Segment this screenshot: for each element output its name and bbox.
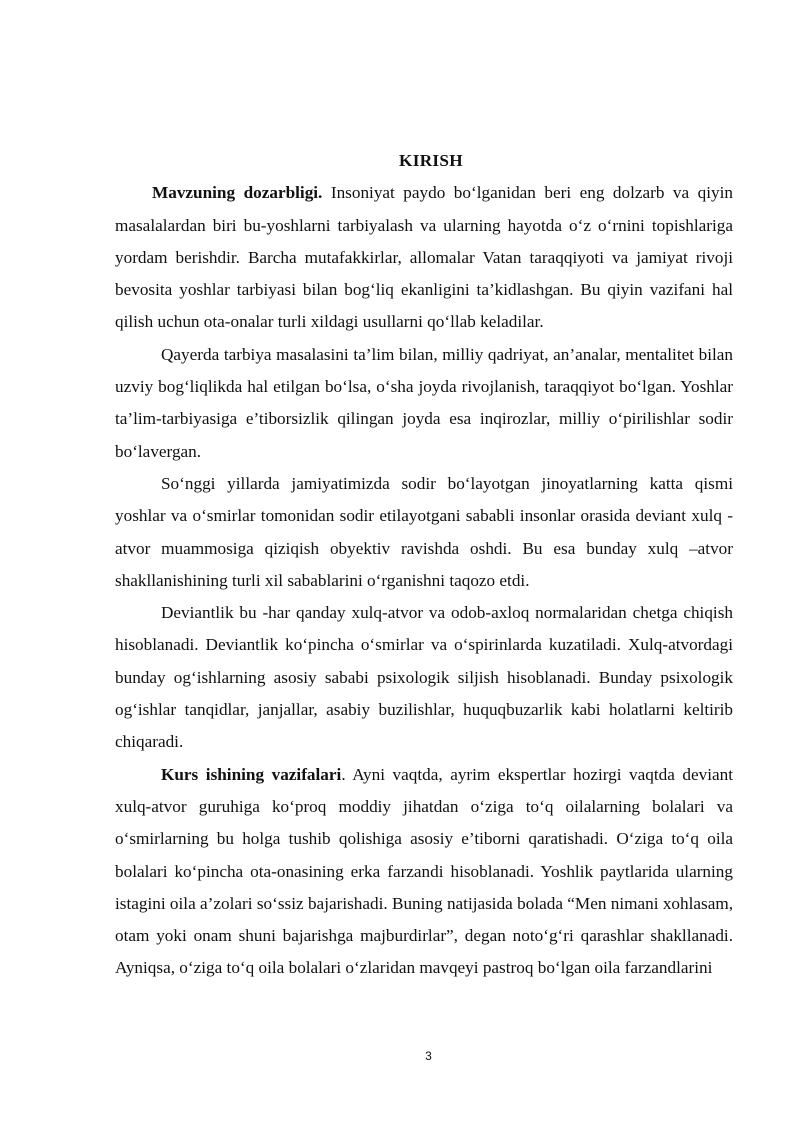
paragraph-text: Insoniyat paydo bo‘lganidan beri eng dolzarb va qiyin masalalardan biri bu-yoshlarni tarbiyalash va ularning hayotda o‘z o‘rnini topishlariga yordam berishdir. Barcha mutafakkirlar, allomalar Vatan taraqqiyoti va jamiyat rivoji bevosita yoshlar tarbiyasi bilan bog‘liq ekanligini ta’kidlashgan. Bu qiyin vazifani hal qilish uchun ota-onalar turli xildagi usullarni qo‘llab keladilar. — [115, 183, 733, 332]
section-title: KIRISH — [399, 151, 463, 170]
paragraph-crime — [115, 468, 733, 597]
paragraph-text: So‘nggi yillarda jamiyatimizda sodir bo‘layotgan jinoyatlarning katta qismi yoshlar va o‘smirlar tomonidan sodir etilayotgani sababli insonlar orasida deviant xulq - atvor muammosiga qiziqish obyektiv ravishda oshdi. Bu esa bunday xulq –atvor shakllanishining turli xil sabablarini o‘rganishni taqozo etdi. — [115, 473, 733, 590]
paragraph-deviance — [115, 597, 733, 758]
paragraph-relevance — [115, 177, 733, 338]
document-body — [115, 145, 733, 985]
paragraph-upbringing — [115, 339, 733, 468]
paragraph-text: . Ayni vaqtda, ayrim ekspertlar hozirgi vaqtda deviant xulq-atvor guruhiga ko‘proq moddiy jihatdan o‘ziga to‘q oilalarning bolalari va o‘smirlarning bu holga tushib qolishiga asosiy e’tiborni qaratishadi. O‘ziga to‘q oila bolalari ko‘pincha ota-onasining erka farzandi hisoblanadi. Yoshlik paytlarida ularning istagini oila a’zolari so‘ssiz bajarishadi. Buning natijasida bolada “Men nimani xohlasam, otam yoki onam shuni bajarishga majburdirlar”, degan noto‘g‘ri qarashlar shakllanadi. Ayniqsa, o‘ziga to‘q oila bolalari o‘zlaridan mavqeyi pastroq bo‘lgan oila farzandlarini — [115, 764, 733, 978]
paragraph-text: Qayerda tarbiya masalasini ta’lim bilan, milliy qadriyat, an’analar, mentalitet bilan uzviy bog‘liqlikda hal etilgan bo‘lsa, o‘sha joyda rivojlanish, taraqqiyot bo‘lgan. Yoshlar ta’lim-tarbiyasiga e’tiborsizlik qilingan joyda esa inqirozlar, milliy o‘pirilishlar sodir bo‘lavergan. — [115, 344, 733, 461]
paragraph-lead: Mavzuning dozarbligi. — [152, 183, 323, 203]
paragraph-text: Deviantlik bu -har qanday xulq-atvor va odob-axloq normalaridan chetga chiqish hisoblanadi. Deviantlik ko‘pincha o‘smirlar va o‘spirinlarda kuzatiladi. Xulq-atvordagi bunday og‘ishlarning asosiy sababi psixologik siljish hisoblanadi. Bunday psixologik og‘ishlar tanqidlar, janjallar, asabiy buzilishlar, huquqbuzarlik kabi holatlarni keltirib chiqaradi. — [115, 603, 733, 752]
paragraph-lead: Kurs ishining vazifalari — [161, 764, 342, 784]
paragraph-tasks — [115, 759, 733, 985]
page-number: 3 — [425, 1049, 432, 1063]
